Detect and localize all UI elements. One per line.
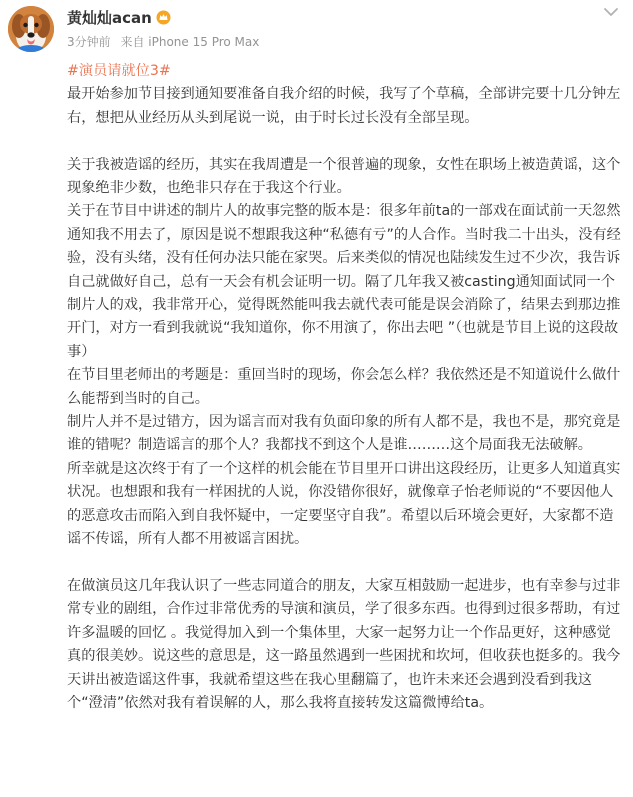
post-body: [67, 60, 624, 715]
post-meta: [67, 33, 265, 50]
vip-crown-icon[interactable]: [156, 10, 171, 25]
paragraph: 所幸就是这次终于有了一个这样的机会能在节目里开口讲出这段经历，让更多人知道真实状况。也想跟和我有一样困扰的人说，你没错你很好，就像章子怡老师说的“不要因他人的恶意攻击而陷入到自我怀疑中，一定要坚守自我”。希望以后环境会更好，大家都不造谣不传谣，所有人都不用被谣言困扰。: [67, 460, 621, 548]
paragraph: 在做演员这几年我认识了一些志同道合的朋友，大家互相鼓励一起进步，也有幸参与过非常专业的剧组，合作过非常优秀的导演和演员，学了很多东西。也得到过很多帮助，有过许多温暖的回忆 。我觉得加入到一个集体里，大家一起努力让一个作品更好，这种感觉真的很美妙。说这些的意思是，这一路虽然遇到一些困扰和坎坷，但收获也挺多的。我今天讲出被造谣这件事，我就希望这些在我心里翻篇了，也许未来还会遇到没看到我这个“澄清”依然对我有着误解的人，那么我将直接转发这篇微博给ta。: [67, 577, 621, 711]
paragraph: 关于在节目中讲述的制片人的故事完整的版本是：很多年前ta的一部戏在面试前一天忽然通知我不用去了，原因是说不想跟我这种“私德有亏”的人合作。当时我二十出头，没有经验，没有头绪，没有任何办法只能在家哭。后来类似的情况也陆续发生过不少次，我告诉自己就做好自己，总有一天会有机会证明一切。隔了几年我又被casting通知面试同一个制片人的戏，我非常开心，觉得既然能叫我去就代表可能是误会消除了，结果去到那边推开门，对方一看到我就说“我知道你，你不用演了，你出去吧 ”（也就是节目上说的这段故事）: [67, 203, 621, 360]
paragraph-gap: [67, 552, 624, 575]
dog-avatar-icon: [8, 6, 54, 52]
author-name[interactable]: 黄灿灿acan: [67, 9, 152, 27]
author-name-row: [67, 7, 171, 28]
post-source: 来自 iPhone 15 Pro Max: [120, 35, 260, 49]
more-options-button[interactable]: [599, 2, 623, 22]
hashtag-link[interactable]: #演员请就位3#: [67, 63, 171, 79]
post-time: 3分钟前: [67, 35, 111, 49]
paragraph: 关于我被造谣的经历，其实在我周遭是一个很普遍的现象，女性在职场上被造黄谣，这个现象绝非少数，也绝非只存在于我这个行业。: [67, 156, 621, 197]
hashtag-line: [67, 60, 624, 83]
avatar[interactable]: [8, 6, 54, 52]
paragraph: 制片人并不是过错方，因为谣言而对我有负面印象的所有人都不是，我也不是，那究竟是谁的错呢？制造谣言的那个人？我都找不到这个人是谁………这个局面我无法破解。: [67, 414, 621, 454]
post-header: [0, 0, 633, 56]
chevron-down-icon: [603, 7, 619, 17]
paragraph: 最开始参加节目接到通知要准备自我介绍的时候，我写了个草稿，全部讲完要十几分钟左右，想把从业经历从头到尾说一说，由于时长过长没有全部呈现。: [67, 86, 621, 126]
paragraph-gap: [67, 130, 624, 153]
paragraph: 在节目里老师出的考题是：重回当时的现场，你会怎么样？我依然还是不知道说什么做什么能帮到当时的自己。: [67, 367, 621, 407]
